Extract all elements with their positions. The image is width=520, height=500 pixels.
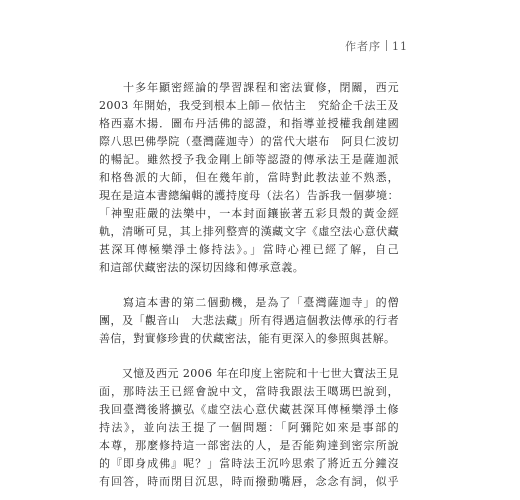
text-line: 「神聖莊嚴的法樂中，一本封面鑲嵌著五彩貝殼的黃金經 <box>99 207 399 220</box>
text-line: 際八思巴佛學院（臺灣薩迦寺）的當代大堪布 阿貝仁波切 <box>99 135 399 148</box>
text-line: 持法》，並向法王提了一個問題：「阿彌陀如來是事部的 <box>99 421 399 434</box>
text-line: 的『即身成佛』呢？」當時法王沉吟思索了將近五分鐘沒 <box>99 457 399 470</box>
body-text <box>99 79 399 491</box>
running-head-separator <box>386 40 387 51</box>
paragraph-gap <box>99 277 399 294</box>
text-line: 和這部伏藏密法的深切因緣和傳承意義。 <box>99 261 305 274</box>
text-line: 的暢記。雖然授予我金剛上師等認證的傳承法王是薩迦派 <box>99 153 399 166</box>
text-line: 寫這本書的第二個動機，是為了「臺灣薩迦寺」的僧 <box>99 296 399 309</box>
text-line: 有回答，時而閉目沉思，時而撥動嘴唇，念念有詞，似乎 <box>99 475 399 488</box>
text-line: 我回臺灣後將擴弘《虛空法心意伏藏甚深耳傳極樂淨土修 <box>99 403 399 416</box>
text-line: 本尊，那麼修持這一部密法的人，是否能夠達到密宗所說 <box>99 439 399 452</box>
text-line: 現在是這本書總編輯的護持度母（法名）告訴我一個夢境： <box>99 189 399 202</box>
paragraph-gap <box>99 348 399 365</box>
running-head <box>345 38 408 54</box>
text-line: 格西嘉木揚．圖布丹活佛的認證，和指導並授權我創建國 <box>99 117 399 130</box>
text-line: 2003 年開始，我受到根本上師－依怙主 究給企千法王及 <box>99 99 399 112</box>
text-line: 善信，對實修珍貴的伏藏密法，能有更深入的參照與甚解。 <box>99 332 396 345</box>
running-head-title: 作者序 <box>345 40 381 53</box>
text-line: 又憶及西元 2006 年在印度上密院和十七世大寶法王見 <box>99 367 399 380</box>
text-line: 十多年顯密經論的學習課程和密法實修，閉關，西元 <box>99 81 399 94</box>
page-number: 11 <box>392 40 408 53</box>
text-line: 軌，清晰可見，其上排列整齊的漢藏文字《虛空法心意伏藏 <box>99 225 399 238</box>
text-line: 甚深耳傳極樂淨土修持法》。」當時心裡已經了解，自己 <box>99 243 399 256</box>
paragraph-3 <box>99 365 399 491</box>
text-line: 和格魯派的大師，但在幾年前，當時對此教法並不熟悉， <box>99 171 399 184</box>
paragraph-2 <box>99 294 399 348</box>
text-line: 面，那時法王已經會說中文，當時我跟法王噶瑪巴說到， <box>99 385 399 398</box>
paragraph-1 <box>99 79 399 277</box>
text-line: 團，及「觀音山 大悲法藏」所有得遇這個教法傳承的行者 <box>99 314 399 327</box>
